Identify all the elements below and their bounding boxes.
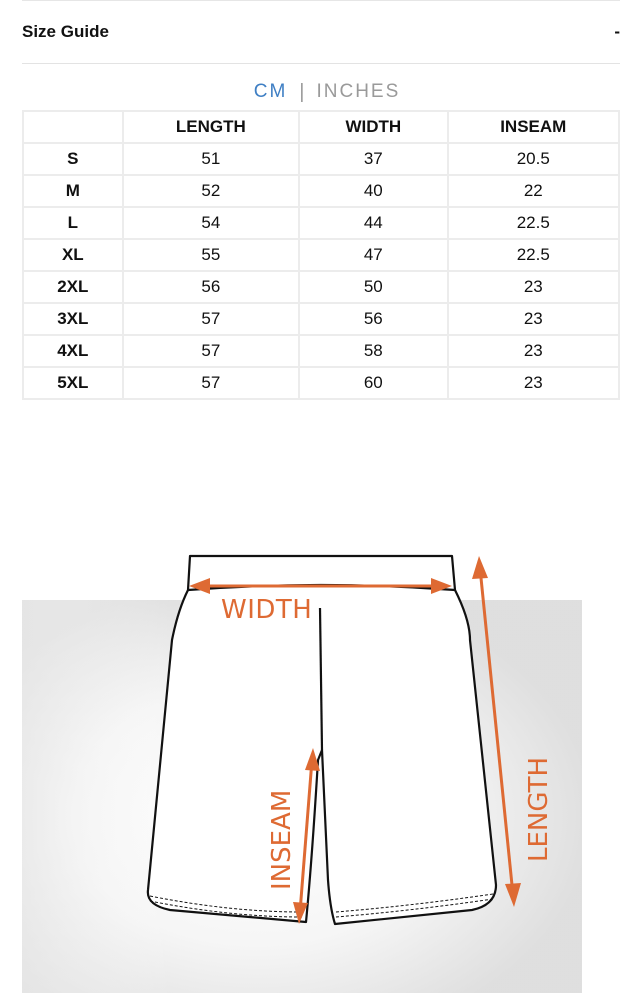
size-table [22, 110, 620, 400]
table-row [23, 271, 619, 303]
width-cell: 50 [299, 271, 448, 303]
size-guide-header[interactable] [22, 1, 620, 64]
unit-separator: | [299, 80, 305, 103]
table-row [23, 367, 619, 399]
length-cell: 56 [123, 271, 299, 303]
table-row [23, 303, 619, 335]
length-arrow-head-top [472, 556, 488, 579]
length-cell: 51 [123, 143, 299, 175]
length-cell: 57 [123, 367, 299, 399]
inseam-cell: 23 [448, 303, 619, 335]
width-cell: 60 [299, 367, 448, 399]
unit-switcher [0, 78, 642, 106]
inseam-cell: 23 [448, 271, 619, 303]
table-row [23, 239, 619, 271]
column-header-length: LENGTH [123, 111, 299, 143]
length-cell: 55 [123, 239, 299, 271]
length-cell: 54 [123, 207, 299, 239]
diagram-bg-fade [22, 600, 172, 993]
inseam-label: INSEAM [267, 789, 297, 890]
table-row [23, 175, 619, 207]
size-cell: 2XL [23, 271, 123, 303]
shorts-measurement-diagram [0, 430, 642, 993]
inseam-cell: 22.5 [448, 207, 619, 239]
column-header-width: WIDTH [299, 111, 448, 143]
table-row [23, 207, 619, 239]
length-cell: 52 [123, 175, 299, 207]
width-cell: 44 [299, 207, 448, 239]
width-cell: 56 [299, 303, 448, 335]
inseam-cell: 23 [448, 367, 619, 399]
width-cell: 40 [299, 175, 448, 207]
column-header-size [23, 111, 123, 143]
size-cell: L [23, 207, 123, 239]
table-header-row [23, 111, 619, 143]
unit-inches-tab[interactable]: INCHES [316, 81, 401, 102]
table-row [23, 143, 619, 175]
inseam-cell: 22.5 [448, 239, 619, 271]
table-row [23, 335, 619, 367]
width-cell: 47 [299, 239, 448, 271]
unit-cm-tab[interactable]: CM [253, 81, 288, 102]
size-cell: 5XL [23, 367, 123, 399]
size-cell: XL [23, 239, 123, 271]
inseam-cell: 23 [448, 335, 619, 367]
length-label: LENGTH [524, 756, 554, 862]
inseam-cell: 22 [448, 175, 619, 207]
inseam-cell: 20.5 [448, 143, 619, 175]
column-header-inseam: INSEAM [448, 111, 619, 143]
width-label: WIDTH [221, 595, 313, 625]
length-cell: 57 [123, 303, 299, 335]
size-guide-title: Size Guide [22, 22, 109, 41]
size-cell: M [23, 175, 123, 207]
size-cell: S [23, 143, 123, 175]
size-cell: 4XL [23, 335, 123, 367]
size-cell: 3XL [23, 303, 123, 335]
width-cell: 37 [299, 143, 448, 175]
length-cell: 57 [123, 335, 299, 367]
collapse-toggle[interactable]: - [614, 22, 620, 41]
width-cell: 58 [299, 335, 448, 367]
